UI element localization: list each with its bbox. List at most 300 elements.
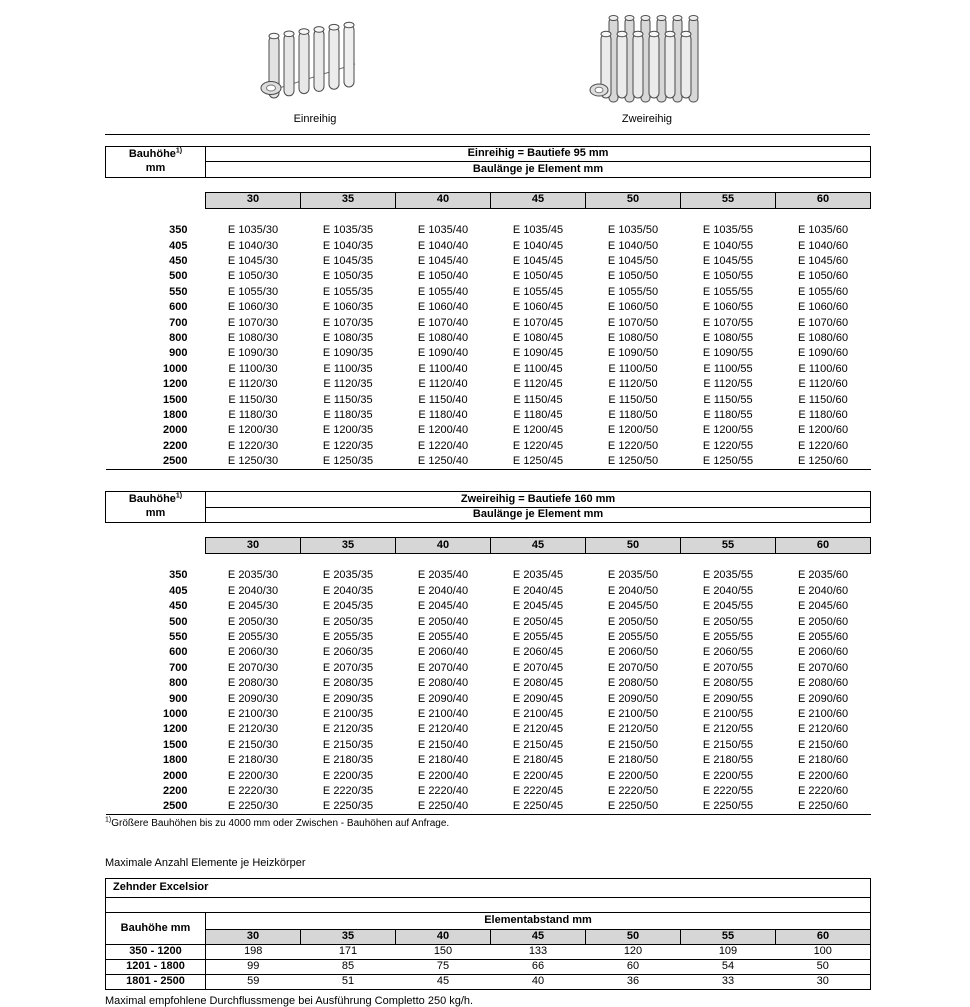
value-cell: E 2080/50 [607,677,659,690]
value-cell: E 1100/35 [323,362,373,375]
value-cell: E 2100/50 [607,707,659,720]
column-header: 55 [681,930,776,945]
value-cell: E 1150/35 [323,393,373,406]
subtitle-row [106,507,871,522]
einreihig-spec-table [105,146,871,470]
value-cell: E 1120/55 [703,378,753,391]
row-label: 405 [169,584,188,597]
brand-row [106,879,871,898]
column-header: 40 [396,538,491,553]
corner-label: Bauhöhe [128,148,176,161]
value-cell: E 1055/30 [227,285,279,298]
row-label: 350 [169,569,188,582]
value-cell: E 2100/30 [227,707,279,720]
value-cell: E 2200/45 [512,769,564,782]
value-cell: 99 [206,960,301,975]
value-cell: E 2060/50 [607,646,659,659]
value-cell: E 2070/55 [702,661,754,674]
row-label: 1500 [163,393,188,406]
column-header: 40 [396,193,491,208]
table-row [106,800,871,815]
value-cell: E 1150/50 [608,393,658,406]
value-cell: E 2035/60 [797,569,849,582]
value-cell: 100 [776,945,871,960]
table-row [106,362,871,377]
value-cell: E 1220/45 [512,439,564,452]
value-cell: E 2180/30 [227,754,279,767]
value-cell: E 1070/45 [512,316,564,329]
row-label: 405 [169,239,188,252]
value-cell: E 2250/60 [797,800,849,813]
value-cell: E 1035/35 [322,224,374,237]
spacer-row [106,522,871,537]
value-cell: E 1035/60 [797,224,849,237]
corner-unit: mm [145,161,166,174]
value-cell: E 2055/55 [702,631,754,644]
value-cell: E 2120/55 [702,723,754,736]
value-cell: E 2200/50 [607,769,659,782]
value-cell: E 1040/30 [227,239,279,252]
value-cell: 150 [396,945,491,960]
value-cell: E 1090/35 [322,347,374,360]
value-cell: E 1045/40 [417,255,469,268]
table-row [106,630,871,645]
value-cell: E 1035/45 [512,224,564,237]
value-cell: E 1150/55 [703,393,753,406]
flow-rate-note: Maximal empfohlene Durchflussmenge bei Ausführung Completto 250 kg/h. [105,995,474,1007]
value-cell: E 2060/45 [512,646,564,659]
value-cell: E 1050/40 [417,270,469,283]
value-cell: E 2045/40 [417,600,469,613]
value-cell: E 1120/45 [513,378,563,391]
value-cell: 198 [206,945,301,960]
value-cell: E 1045/55 [702,255,754,268]
value-cell: E 2250/40 [417,800,469,813]
column-header-row [106,930,871,945]
column-header: 50 [586,193,681,208]
table-row [106,769,871,784]
value-cell: E 2050/30 [227,615,279,628]
row-label: 2500 [163,800,188,813]
value-cell: E 2040/45 [512,584,564,597]
value-cell: E 2035/55 [702,569,754,582]
einreihig-caption: Einreihig [293,113,337,125]
row-label: 2500 [163,454,188,467]
value-cell: E 1060/40 [417,301,469,314]
row-label: 1200 [163,378,188,391]
footnote [105,818,870,829]
column-header: 35 [301,193,396,208]
row-label: 800 [169,677,188,690]
value-cell: E 1060/30 [227,301,279,314]
value-cell: E 2055/60 [797,631,849,644]
empty-corner-cell [106,193,206,208]
value-cell: E 2080/45 [512,677,564,690]
value-cell: E 1050/30 [227,270,279,283]
row-label: 2000 [163,424,188,437]
max-elements-heading: Maximale Anzahl Elemente je Heizkörper [105,857,306,870]
row-label: 600 [169,646,188,659]
value-cell: E 2090/50 [607,692,659,705]
value-cell: E 1080/40 [417,332,469,344]
value-cell: E 2035/30 [227,569,279,582]
max-elements-table [105,878,871,990]
value-cell: E 1050/55 [702,270,754,283]
value-cell: E 2045/45 [512,600,564,613]
value-cell: E 1180/55 [703,408,753,421]
table-row [106,316,871,331]
figure-row [0,10,970,125]
value-cell: 45 [396,975,491,990]
value-cell: E 1060/50 [607,301,659,314]
row-label: 700 [169,661,188,674]
value-cell: E 1150/45 [513,393,563,406]
value-cell: E 1250/50 [607,454,659,467]
value-cell: E 2070/45 [512,661,564,674]
value-cell: E 2040/30 [227,584,279,597]
corner-header-bauhoehe: Bauhöhe mm [106,913,206,945]
value-cell: E 2100/55 [702,707,754,720]
value-cell: E 1180/45 [513,408,563,421]
value-cell: E 1055/55 [702,285,754,298]
row-label: 900 [169,692,188,705]
column-header-row [106,193,871,208]
value-cell: E 2200/35 [322,769,374,782]
column-header: 55 [681,193,776,208]
table-row [106,347,871,362]
value-cell: E 2045/60 [797,600,849,613]
zweireihig-caption: Zweireihig [621,113,673,125]
table-row [106,239,871,254]
value-cell: E 1120/50 [608,378,658,391]
value-cell: E 2200/60 [797,769,849,782]
table-row [106,723,871,738]
table-row [106,661,871,676]
value-cell: E 2050/50 [607,615,659,628]
value-cell: E 1100/50 [608,362,658,375]
value-cell: E 2250/35 [322,800,374,813]
spacer-row [106,898,871,913]
value-cell: E 1180/50 [608,408,658,421]
zweireihig-spec-table [105,491,871,815]
figure-zweireihig [587,10,707,125]
page-content [105,134,870,1007]
column-header: 30 [206,538,301,553]
value-cell: E 2050/60 [797,615,849,628]
value-cell: E 1200/45 [512,424,564,437]
value-cell: E 2050/55 [702,615,754,628]
value-cell: E 1080/60 [797,332,849,344]
value-cell: E 1080/50 [607,332,659,344]
header-row [106,147,871,162]
row-label: 1800 [163,408,188,421]
value-cell: E 1055/60 [797,285,849,298]
table-row [106,646,871,661]
value-cell: E 2055/50 [607,631,659,644]
value-cell: E 2070/40 [417,661,469,674]
row-label: 1000 [163,362,188,375]
value-cell: E 2180/50 [607,754,659,767]
row-label: 1201 - 1800 [106,960,206,975]
column-header: 45 [491,193,586,208]
table-row [106,454,871,469]
value-cell: E 2080/30 [227,677,279,690]
corner-footnote-marker: 1) [175,147,183,155]
value-cell: E 2040/40 [417,584,469,597]
einreihig-radiator-illustration [255,10,375,108]
value-cell: E 1045/45 [512,255,564,268]
row-label: 1500 [163,738,188,751]
value-cell: E 1200/40 [417,424,469,437]
column-header: 40 [396,930,491,945]
value-cell: E 2070/60 [797,661,849,674]
subtitle-row [106,162,871,177]
value-cell: E 2120/30 [227,723,279,736]
column-header: 30 [206,930,301,945]
value-cell: E 1055/40 [417,285,469,298]
value-cell: 75 [396,960,491,975]
empty-corner-cell [106,538,206,553]
value-cell: E 2150/60 [797,738,849,751]
value-cell: E 2045/35 [322,600,374,613]
value-cell: 36 [586,975,681,990]
table-row [106,408,871,423]
value-cell: 133 [491,945,586,960]
table-row [106,784,871,799]
value-cell: E 1220/30 [227,439,279,452]
spacer-row [106,208,871,223]
value-cell: E 1060/60 [797,301,849,314]
corner-unit: mm [145,507,166,520]
row-label: 500 [169,615,188,628]
value-cell: 171 [301,945,396,960]
value-cell: E 1200/50 [607,424,659,437]
value-cell: 60 [586,960,681,975]
row-label: 2200 [163,439,188,452]
row-label: 2000 [163,769,188,782]
value-cell: E 1120/60 [798,378,848,391]
value-cell: E 1070/30 [227,316,279,329]
value-cell: E 2035/50 [607,569,659,582]
value-cell: E 1220/35 [322,439,374,452]
spacer-row [106,177,871,192]
zweireihig-radiator-illustration [587,10,717,108]
value-cell: E 1040/35 [322,239,374,252]
value-cell: E 1220/60 [797,439,849,452]
value-cell: E 1080/55 [702,332,754,344]
value-cell: E 2080/60 [797,677,849,690]
value-cell: E 1150/60 [798,393,848,406]
value-cell: E 1045/60 [797,255,849,268]
value-cell: E 1060/55 [702,301,754,314]
value-cell: E 2100/60 [797,707,849,720]
value-cell: E 2120/35 [322,723,374,736]
value-cell: E 2220/55 [702,784,754,797]
value-cell: E 1070/35 [322,316,374,329]
value-cell: E 2250/55 [702,800,754,813]
value-cell: E 1035/40 [417,224,469,237]
table-title: Einreihig = Bautiefe 95 mm [206,147,871,162]
value-cell: E 2045/50 [607,600,659,613]
value-cell: E 1100/60 [798,362,848,375]
value-cell: E 2070/30 [227,661,279,674]
value-cell: E 1180/40 [418,408,468,421]
value-cell: E 2120/45 [512,723,564,736]
value-cell: E 1040/55 [702,239,754,252]
value-cell: E 1070/40 [417,316,469,329]
value-cell: E 2120/50 [607,723,659,736]
value-cell: E 2180/55 [702,754,754,767]
value-cell: E 2090/35 [322,692,374,705]
value-cell: E 2180/45 [512,754,564,767]
value-cell: E 1220/40 [417,439,469,452]
table-row [106,439,871,454]
value-cell: E 2070/35 [322,661,374,674]
corner-header-bauhoehe [106,492,206,523]
table-row [106,377,871,392]
row-label: 800 [169,332,188,344]
value-cell: E 1060/35 [322,301,374,314]
value-cell: 33 [681,975,776,990]
value-cell: E 2220/60 [797,784,849,797]
value-cell: E 2120/60 [797,723,849,736]
value-cell: E 1120/35 [323,378,373,391]
value-cell: E 2090/60 [797,692,849,705]
value-cell: E 2045/30 [227,600,279,613]
value-cell: E 2090/40 [417,692,469,705]
column-header: 45 [491,930,586,945]
row-label: 550 [169,285,188,298]
value-cell: E 1250/55 [702,454,754,467]
value-cell: E 1220/55 [702,439,754,452]
table-row [106,285,871,300]
value-cell: E 2050/45 [512,615,564,628]
table-title: Elementabstand mm [206,913,871,930]
value-cell: E 1035/55 [702,224,754,237]
header-row [106,913,871,930]
value-cell: E 2060/55 [702,646,754,659]
table-row [106,393,871,408]
table-row [106,223,871,238]
value-cell: E 1045/30 [227,255,279,268]
table-row [106,254,871,269]
value-cell: E 2040/60 [797,584,849,597]
value-cell: 51 [301,975,396,990]
value-cell: E 2040/35 [322,584,374,597]
value-cell: E 2220/30 [227,784,279,797]
value-cell: E 1100/45 [513,362,563,375]
value-cell: E 2200/40 [417,769,469,782]
value-cell: E 2080/35 [322,677,374,690]
value-cell: E 1035/50 [607,224,659,237]
value-cell: E 1040/60 [797,239,849,252]
column-header: 50 [586,930,681,945]
value-cell: E 1180/30 [228,408,278,421]
value-cell: E 1070/60 [797,316,849,329]
corner-line1 [106,493,205,507]
value-cell: E 2050/40 [417,615,469,628]
value-cell: E 1200/60 [797,424,849,437]
column-header: 35 [301,930,396,945]
table-row [106,599,871,614]
top-divider [105,134,870,135]
value-cell: E 2100/45 [512,707,564,720]
value-cell: E 2180/40 [417,754,469,767]
header-row [106,492,871,507]
value-cell: E 1055/35 [322,285,374,298]
value-cell: E 2100/35 [322,707,374,720]
corner-header-bauhoehe [106,147,206,178]
value-cell: E 1100/40 [418,362,468,375]
table-body [106,223,871,469]
table-row [106,738,871,753]
value-cell: E 1120/40 [418,378,468,391]
value-cell: E 1040/50 [607,239,659,252]
value-cell: E 2055/45 [512,631,564,644]
corner-footnote-marker: 1) [175,492,183,500]
value-cell: E 2100/40 [417,707,469,720]
row-label: 1000 [163,707,188,720]
value-cell: E 2150/40 [417,738,469,751]
value-cell: E 1040/45 [512,239,564,252]
value-cell: E 1100/55 [703,362,753,375]
table-row [106,300,871,315]
value-cell: E 1120/30 [228,378,278,391]
value-cell: E 2220/45 [512,784,564,797]
value-cell: E 2060/35 [322,646,374,659]
value-cell: E 1090/60 [797,347,849,360]
row-label: 1200 [163,723,188,736]
value-cell: E 2050/35 [322,615,374,628]
value-cell: E 2090/45 [512,692,564,705]
row-label: 600 [169,301,188,314]
row-label: 550 [169,631,188,644]
value-cell: 30 [776,975,871,990]
value-cell: E 2045/55 [702,600,754,613]
value-cell: E 2250/50 [607,800,659,813]
value-cell: E 1200/55 [702,424,754,437]
value-cell: E 1250/35 [322,454,374,467]
value-cell: 40 [491,975,586,990]
value-cell: E 2150/35 [322,738,374,751]
value-cell: E 1045/50 [607,255,659,268]
value-cell: E 2200/55 [702,769,754,782]
value-cell: E 2055/30 [227,631,279,644]
value-cell: E 1180/35 [323,408,373,421]
row-label: 700 [169,316,188,329]
row-label: 450 [169,600,188,613]
value-cell: E 2250/45 [512,800,564,813]
value-cell: E 1250/30 [227,454,279,467]
table-row [106,331,871,346]
value-cell: E 1250/40 [417,454,469,467]
value-cell: E 1055/50 [607,285,659,298]
table-row [106,270,871,285]
value-cell: E 2080/40 [417,677,469,690]
table-body [106,945,871,990]
value-cell: E 2060/30 [227,646,279,659]
value-cell: 66 [491,960,586,975]
value-cell: E 1050/35 [322,270,374,283]
value-cell: E 2060/40 [417,646,469,659]
value-cell: E 1050/45 [512,270,564,283]
value-cell: E 2220/35 [322,784,374,797]
value-cell: 109 [681,945,776,960]
table-body [106,569,871,815]
table-row [106,569,871,584]
table-row [106,753,871,768]
value-cell: E 1220/50 [607,439,659,452]
